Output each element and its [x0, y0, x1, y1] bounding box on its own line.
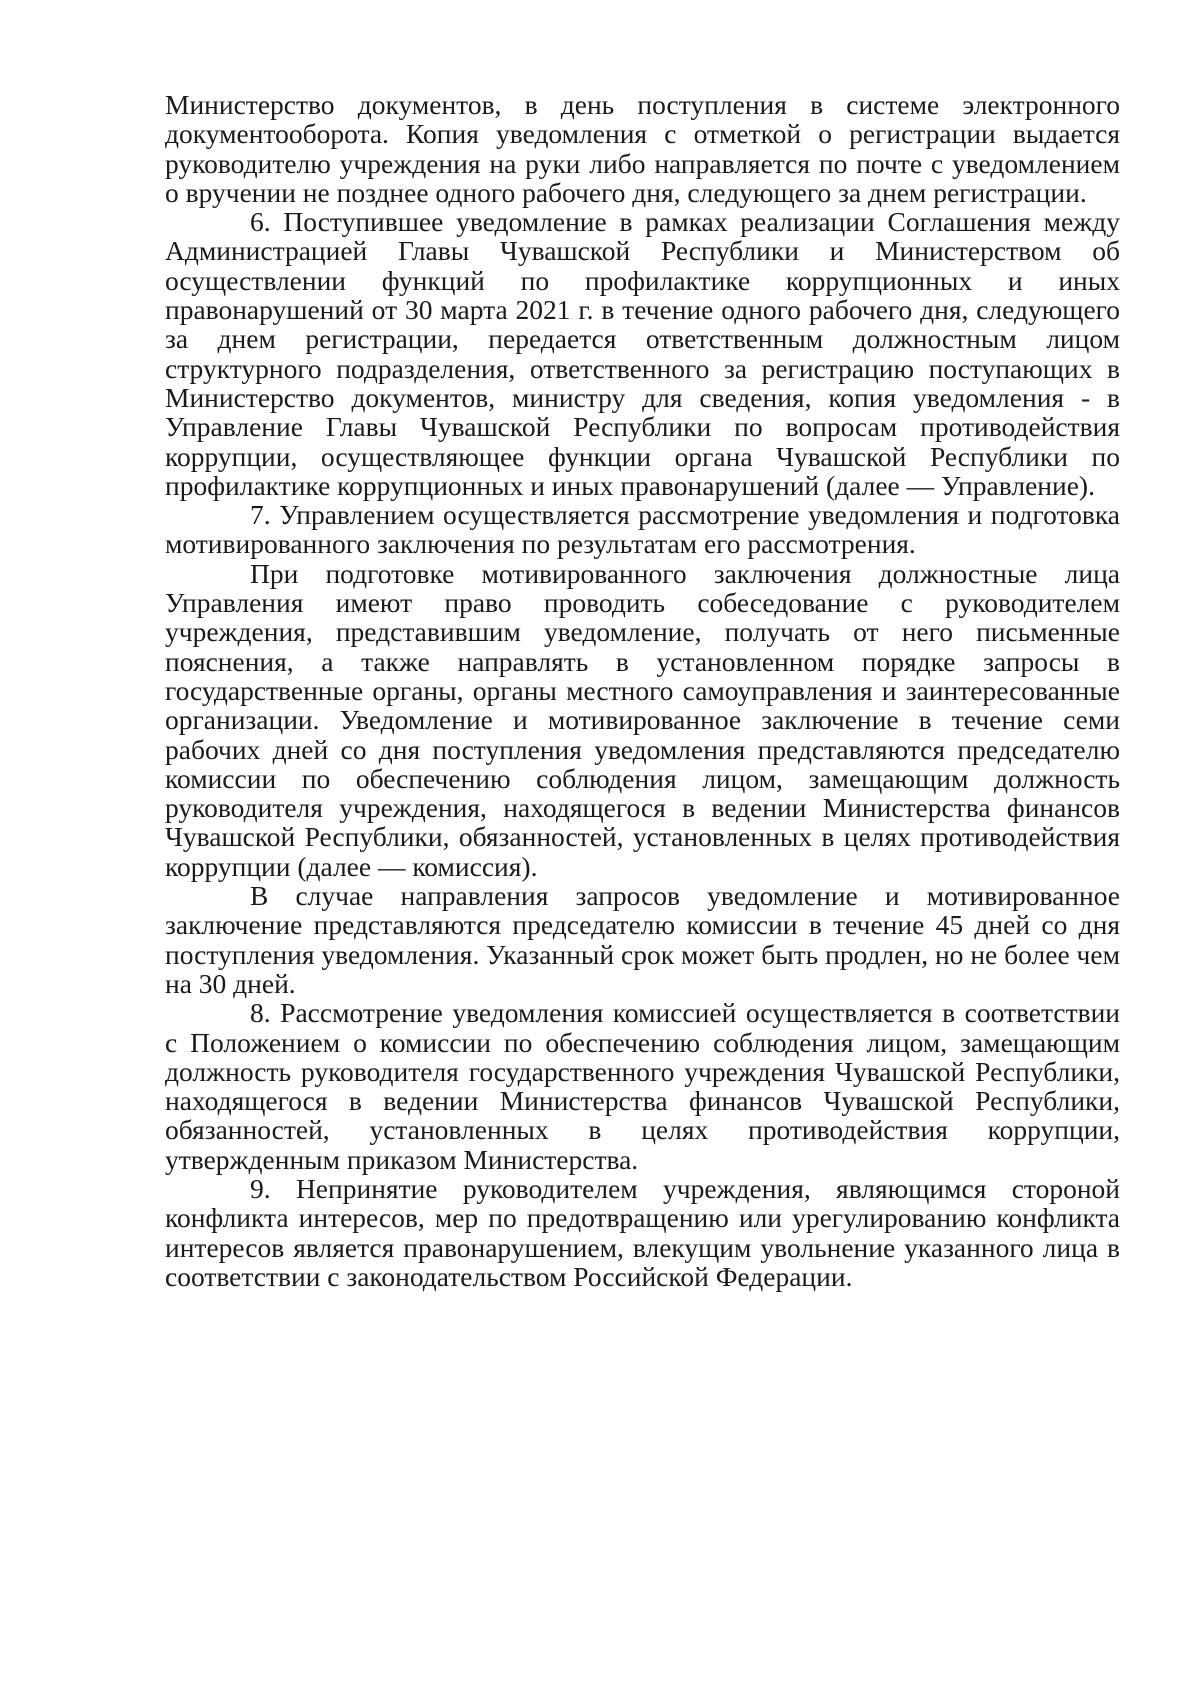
paragraph-item-8: 8. Рассмотрение уведомления комиссией осуществляется в соответствии с Положением о комиссии по обеспечению соблюдения лицом, замещающим должность руководителя государственного учреждения Чувашской Республики, находящегося в ведении Министерства финансов Чувашской Республики, обязанностей, установленных в целях противодействия коррупции, утвержденным приказом Министерства.: [165, 997, 1120, 1175]
paragraph-item-7: 7. Управлением осуществляется рассмотрение уведомления и подготовка мотивированного заключения по результатам его рассмотрения.: [165, 499, 1120, 560]
paragraph-item-7-preparation: При подготовке мотивированного заключения должностные лица Управления имеют право проводить собеседование с руководителем учреждения, представившим уведомление, получать от него письменные пояснения, а также направлять в установленном порядке запросы в государственные органы, органы местного самоуправления и заинтересованные организации. Уведомление и мотивированное заключение в течение семи рабочих дней со дня поступления уведомления представляются председателю комиссии по обеспечению соблюдения лицом, замещающим должность руководителя учреждения, находящегося в ведении Министерства финансов Чувашской Республики, обязанностей, установленных в целях противодействия коррупции (далее — комиссия).: [165, 557, 1120, 882]
paragraph-registration-continuation: Министерство документов, в день поступления в системе электронного документооборота. Копия уведомления с отметкой о регистрации выдается руководителю учреждения на руки либо направляется по почте с уведомлением о вручении не позднее одного рабочего дня, следующего за днем регистрации.: [165, 89, 1120, 208]
document-page: [165, 90, 1120, 1291]
paragraph-item-6: 6. Поступившее уведомление в рамках реализации Соглашения между Администрацией Главы Чувашской Республики и Министерством об осуществлении функций по профилактике коррупционных и иных правонарушений от 30 марта 2021 г. в течение одного рабочего дня, следующего за днем регистрации, передается ответственным должностным лицом структурного подразделения, ответственного за регистрацию поступающих в Министерство документов, министру для сведения, копия уведомления - в Управление Главы Чувашской Республики по вопросам противодействия коррупции, осуществляющее функции органа Чувашской Республики по профилактике коррупционных и иных правонарушений (далее — Управление).: [165, 206, 1120, 501]
paragraph-item-7-requests: В случае направления запросов уведомление и мотивированное заключение представляются председателю комиссии в течение 45 дней со дня поступления уведомления. Указанный срок может быть продлен, но не более чем на 30 дней.: [165, 880, 1120, 999]
paragraph-item-9: 9. Непринятие руководителем учреждения, являющимся стороной конфликта интересов, мер по предотвращению или урегулированию конфликта интересов является правонарушением, влекущим увольнение указанного лица в соответствии с законодательством Российской Федерации.: [165, 1172, 1120, 1292]
